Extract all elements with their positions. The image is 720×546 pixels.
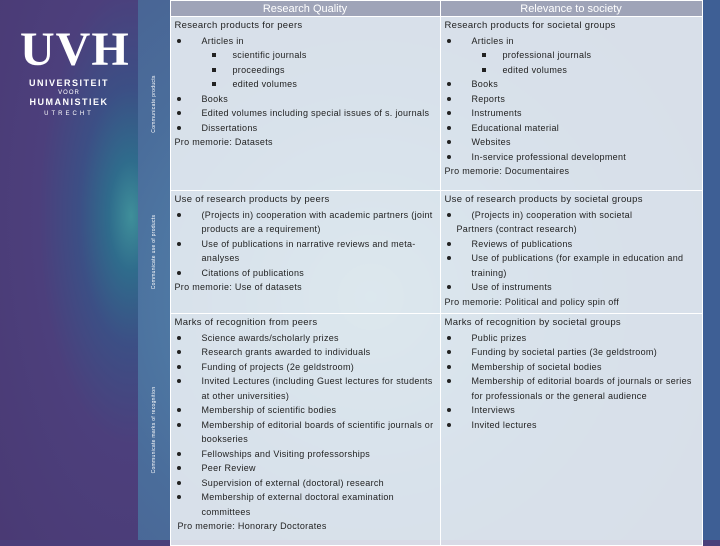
- cell-research-products-societal: [440, 17, 702, 191]
- list-item: Reports: [445, 92, 698, 107]
- logo-line-2: HUMANISTIEK: [29, 97, 109, 107]
- cell-use-by-societal: [440, 191, 702, 314]
- cell-title: Research products for peers: [174, 20, 303, 31]
- cell-recognition-peers: [170, 314, 440, 546]
- memo: Pro memorie: Political and policy spin off: [444, 296, 620, 307]
- list-item: Invited lectures: [445, 418, 698, 433]
- sub-list-item: edited volumes: [445, 63, 698, 78]
- memo: Pro memorie: Honorary Doctorates: [177, 521, 327, 531]
- row-marks-of-recognition: [138, 314, 702, 546]
- logo-line-1: UNIVERSITEIT: [28, 78, 109, 88]
- list-item: Membership of societal bodies: [445, 360, 698, 375]
- row-label-recognition: Communicate marks of recognition: [150, 386, 157, 473]
- cell-title: Use of research products by peers: [174, 194, 330, 205]
- list-item: Books: [445, 77, 698, 92]
- header-relevance-to-society: Relevance to society: [440, 1, 702, 17]
- item-list: [175, 208, 436, 281]
- list-item: Supervision of external (doctoral) research: [175, 476, 436, 491]
- list-item: (Projects in) cooperation with academic partners (joint products are a requirement): [175, 208, 436, 237]
- item-list: [445, 331, 698, 433]
- list-item: Membership of external doctoral examination committees: [175, 490, 436, 519]
- row-products: [138, 17, 702, 191]
- list-item: Public prizes: [445, 331, 698, 346]
- item-list: [175, 331, 436, 520]
- list-item: Articles in: [175, 34, 436, 49]
- list-item: Invited Lectures (including Guest lectures for students at other universities): [175, 374, 436, 403]
- list-item: Citations of publications: [175, 266, 436, 281]
- list-item: Science awards/scholarly prizes: [175, 331, 436, 346]
- list-item: Articles in: [445, 34, 698, 49]
- list-item: Instruments: [445, 106, 698, 121]
- cell-use-by-peers: [170, 191, 440, 314]
- item-list-first: [445, 208, 698, 223]
- cell-recognition-societal: [440, 314, 702, 546]
- right-edge-band: [702, 0, 720, 540]
- list-item: Websites: [445, 135, 698, 150]
- item-list: [445, 34, 698, 165]
- list-item: Use of instruments: [445, 280, 698, 295]
- sub-list-item: proceedings: [175, 63, 436, 78]
- list-item: Dissertations: [175, 121, 436, 136]
- list-item: In-service professional development: [445, 150, 698, 165]
- sub-list-item: scientific journals: [175, 48, 436, 63]
- list-item: Reviews of publications: [445, 237, 698, 252]
- list-item: Membership of editorial boards of journals or series for professionals or the general audience: [445, 374, 698, 403]
- list-item: Use of publications (for example in education and training): [445, 251, 698, 280]
- cell-title: Marks of recognition by societal groups: [444, 317, 621, 328]
- uvh-logo: [20, 22, 130, 162]
- list-item: Membership of scientific bodies: [175, 403, 436, 418]
- memo: Pro memorie: Use of datasets: [174, 282, 302, 292]
- list-item: Use of publications in narrative reviews and meta-analyses: [175, 237, 436, 266]
- list-item: Peer Review: [175, 461, 436, 476]
- cell-research-products-peers: [170, 17, 440, 191]
- list-item: (Projects in) cooperation with societal: [445, 208, 698, 223]
- list-item: Membership of editorial boards of scientific journals or bookseries: [175, 418, 436, 447]
- cell-title: Marks of recognition from peers: [174, 317, 318, 328]
- list-item: Funding of projects (2e geldstroom): [175, 360, 436, 375]
- sub-list-item: professional journals: [445, 48, 698, 63]
- cell-title: Use of research products by societal groups: [444, 194, 643, 205]
- cell-title: Research products for societal groups: [444, 20, 616, 31]
- logo-city: UTRECHT: [44, 111, 94, 117]
- list-item: Edited volumes including special issues of s. journals: [175, 106, 436, 121]
- row-label-products: Communicate products: [150, 74, 157, 133]
- logo-mark: UVH: [20, 23, 130, 76]
- sub-list-item: edited volumes: [175, 77, 436, 92]
- list-item: Educational material: [445, 121, 698, 136]
- list-item: Fellowships and Visiting professorships: [175, 447, 436, 462]
- header-research-quality: Research Quality: [170, 1, 440, 17]
- corner-cell: [138, 1, 170, 17]
- logo-voor: VOOR: [58, 90, 80, 96]
- item-list: [175, 34, 436, 136]
- memo: Pro memorie: Datasets: [174, 137, 273, 147]
- list-item: Books: [175, 92, 436, 107]
- list-item: Interviews: [445, 403, 698, 418]
- header-row: [138, 1, 702, 17]
- quality-relevance-table: [138, 0, 703, 546]
- list-item: Funding by societal parties (3e geldstroom): [445, 345, 698, 360]
- list-item-continuation: Partners (contract research): [456, 224, 577, 234]
- item-list: [445, 237, 698, 295]
- row-label-use: Communicate use of products: [150, 214, 157, 290]
- memo: Pro memorie: Documentaires: [444, 166, 570, 176]
- list-item: Research grants awarded to individuals: [175, 345, 436, 360]
- row-use-of-products: [138, 191, 702, 314]
